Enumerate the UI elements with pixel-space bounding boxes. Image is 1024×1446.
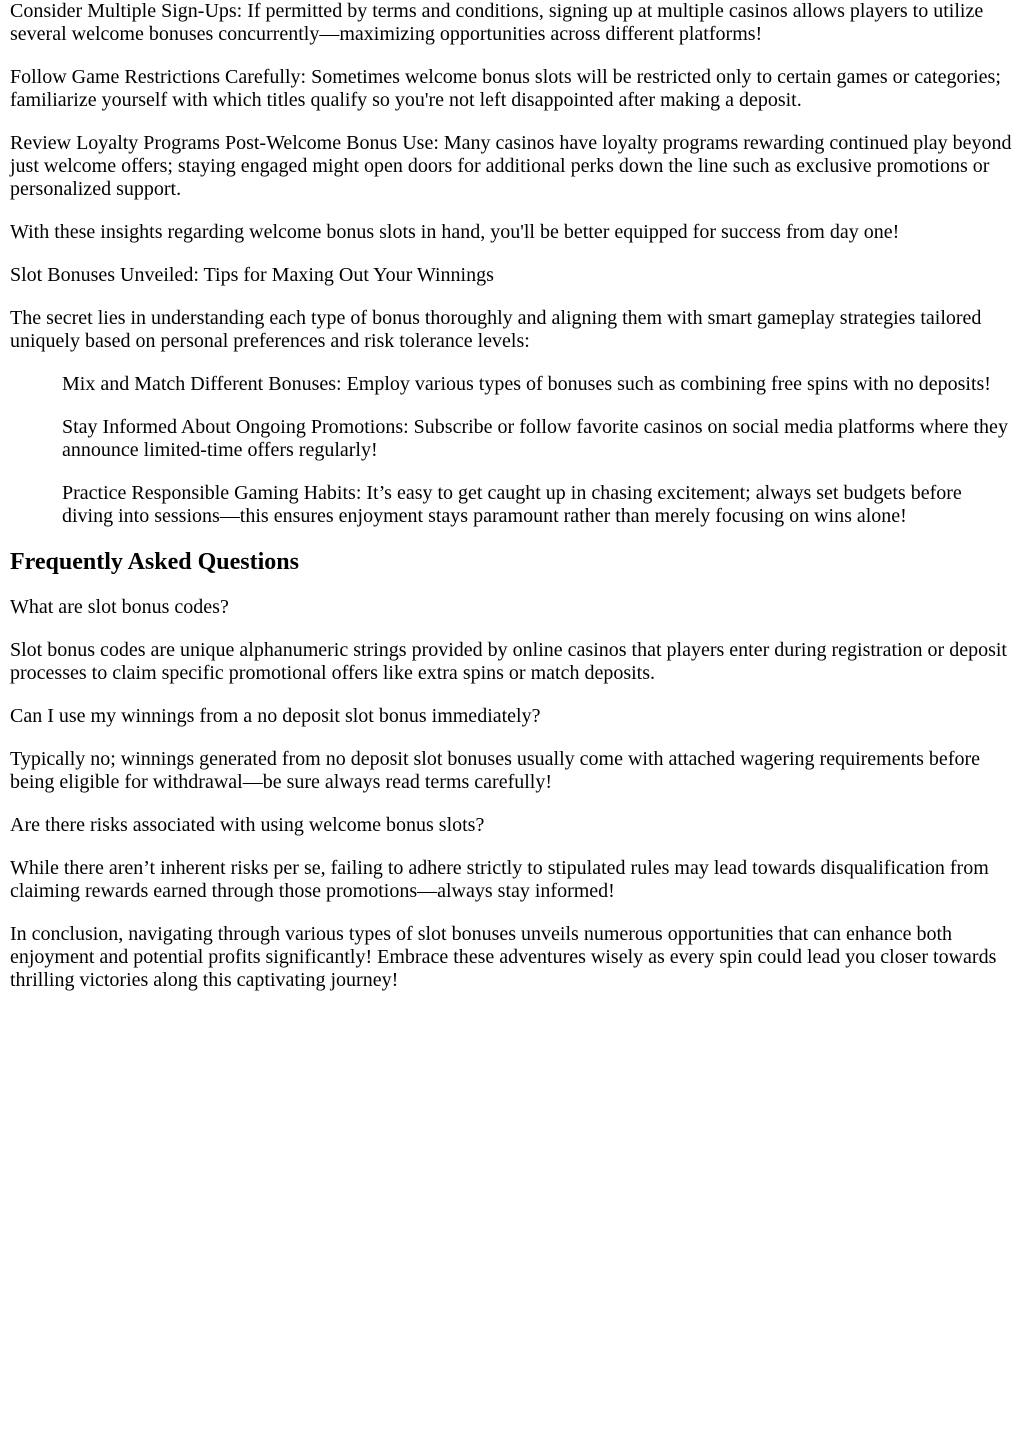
faq-answer: Slot bonus codes are unique alphanumeric strings provided by online casinos that players enter during registration or deposit processes to claim specific promotional offers like extra spins or match deposits. <box>10 639 1007 684</box>
conclusion-paragraph: In conclusion, navigating through various types of slot bonuses unveils numerous opportunities that can enhance both enjoyment and potential profits significantly! Embrace these adventures wisely as every spin could lead you closer towards thrilling victories along this captivating journey! <box>10 923 997 991</box>
insights-summary: With these insights regarding welcome bonus slots in hand, you'll be better equipped for success from day one! <box>10 221 900 243</box>
faq-answer: Typically no; winnings generated from no deposit slot bonuses usually come with attached wagering requirements before being eligible for withdrawal—be sure always read terms carefully! <box>10 748 981 793</box>
tip-loyalty-programs: Review Loyalty Programs Post-Welcome Bonus Use: Many casinos have loyalty programs rewarding continued play beyond just welcome offers; staying engaged might open doors for additional perks down the line such as exclusive promotions or personalized support. <box>10 132 1012 200</box>
faq-question: Can I use my winnings from a no deposit slot bonus immediately? <box>10 705 541 727</box>
section-intro: The secret lies in understanding each type of bonus thoroughly and aligning them with smart gameplay strategies tailored uniquely based on personal preferences and risk tolerance levels: <box>10 307 982 352</box>
faq-list <box>10 596 1014 903</box>
tip-responsible-gaming: Practice Responsible Gaming Habits: It’s easy to get caught up in chasing excitement; always set budgets before diving into sessions—this ensures enjoyment stays paramount rather than merely focusing on wins alone! <box>62 482 962 527</box>
faq-heading: Frequently Asked Questions <box>10 549 299 575</box>
tip-stay-informed: Stay Informed About Ongoing Promotions: Subscribe or follow favorite casinos on social media platforms where they announce limited-time offers regularly! <box>62 416 1008 461</box>
tip-mix-and-match: Mix and Match Different Bonuses: Employ various types of bonuses such as combining free spins with no deposits! <box>62 373 991 395</box>
faq-question: What are slot bonus codes? <box>10 596 229 618</box>
tips-blockquote <box>62 373 1014 528</box>
section-title-slot-bonuses: Slot Bonuses Unveiled: Tips for Maxing Out Your Winnings <box>10 264 494 286</box>
tip-game-restrictions: Follow Game Restrictions Carefully: Sometimes welcome bonus slots will be restricted only to certain games or categories; familiarize yourself with which titles qualify so you're not left disappointed after making a deposit. <box>10 66 1001 111</box>
tip-multiple-sign-ups: Consider Multiple Sign-Ups: If permitted by terms and conditions, signing up at multiple casinos allows players to utilize several welcome bonuses concurrently—maximizing opportunities across different platforms! <box>10 0 984 45</box>
faq-answer: While there aren’t inherent risks per se, failing to adhere strictly to stipulated rules may lead towards disqualification from claiming rewards earned through those promotions—always stay informed! <box>10 857 989 902</box>
article-content <box>10 0 1014 992</box>
faq-question: Are there risks associated with using welcome bonus slots? <box>10 814 485 836</box>
